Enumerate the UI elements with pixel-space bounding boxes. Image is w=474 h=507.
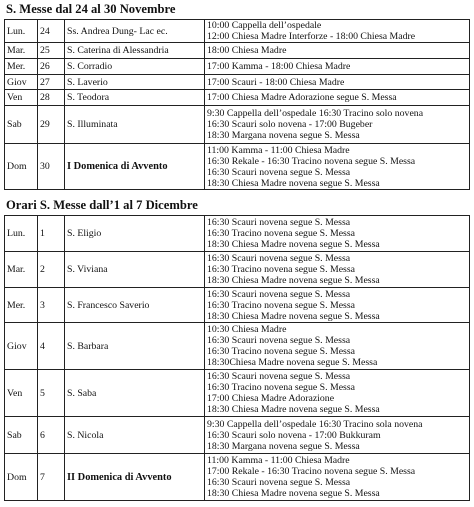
time-line: 18:30 Chiesa Madre novena segue S. Messa xyxy=(207,488,380,499)
time-line: 16:30 Rekale - 16:30 Tracino novena segue S. Messa xyxy=(207,155,416,167)
schedule-table-november xyxy=(4,19,470,190)
saint-cell: S. Nicola xyxy=(65,417,205,454)
time-line: 16:30 Scauri novena segue S. Messa xyxy=(207,217,351,228)
time-line: 11:00 Kamma - 11:00 Chiesa Madre xyxy=(207,144,350,156)
day-cell: Giov xyxy=(5,323,38,370)
time-line: 16:30 Tracino novena segue S. Messa xyxy=(207,264,356,275)
day-cell: Mar. xyxy=(5,252,38,288)
date-cell: 24 xyxy=(38,20,65,43)
time-line: 16:30 Scauri novena segue S. Messa xyxy=(207,371,351,382)
saint-cell: II Domenica di Avvento xyxy=(65,454,205,501)
time-line: 16:30 Scauri novena segue S. Messa xyxy=(207,477,351,488)
date-cell: 3 xyxy=(38,288,65,323)
times-cell xyxy=(205,90,470,106)
table-row xyxy=(5,288,470,323)
time-line: 18:00 Chiesa Madre xyxy=(207,45,287,56)
saint-cell: S. Saba xyxy=(65,370,205,417)
time-line: 16:30 Scauri novena segue S. Messa xyxy=(207,335,351,346)
time-line: 17:00 Chiesa Madre Adorazione xyxy=(207,393,335,404)
date-cell: 26 xyxy=(38,59,65,75)
table-row xyxy=(5,370,470,417)
day-cell: Dom xyxy=(5,144,38,190)
times-cell xyxy=(205,43,470,59)
times-cell xyxy=(205,106,470,144)
saint-cell: S. Caterina di Alessandria xyxy=(65,43,205,59)
table-row xyxy=(5,417,470,454)
date-cell: 28 xyxy=(38,90,65,106)
table-row xyxy=(5,59,470,75)
time-line: 18:30Chiesa Madre novena segue S. Messa xyxy=(207,357,378,368)
section-title-november: S. Messe dal 24 al 30 Novembre xyxy=(6,2,176,16)
table-row xyxy=(5,144,470,190)
section-title-december: Orari S. Messe dall’1 al 7 Dicembre xyxy=(6,198,198,212)
time-line: 18:30 Margana novena segue S. Messa xyxy=(207,440,360,452)
table-row xyxy=(5,454,470,501)
times-cell xyxy=(205,20,470,43)
saint-cell: S. Laverio xyxy=(65,75,205,90)
time-line: 9:30 Cappella dell’ospedale 16:30 Tracino sola novena xyxy=(207,418,423,430)
time-line: 18:30 Chiesa Madre novena segue S. Messa xyxy=(207,275,380,286)
saint-cell: S. Eligio xyxy=(65,216,205,252)
table-row xyxy=(5,20,470,43)
times-cell xyxy=(205,75,470,90)
date-cell: 30 xyxy=(38,144,65,190)
time-line: 11:00 Kamma - 11:00 Chiesa Madre xyxy=(207,455,350,466)
day-cell: Lun. xyxy=(5,216,38,252)
time-line: 17:00 Scauri - 18:00 Chiesa Madre xyxy=(207,76,345,88)
times-cell xyxy=(205,252,470,288)
date-cell: 4 xyxy=(38,323,65,370)
time-line: 18:30 Chiesa Madre novena segue S. Messa xyxy=(207,310,380,322)
times-cell xyxy=(205,288,470,323)
saint-cell: S. Corradio xyxy=(65,59,205,75)
saint-cell: S. Teodora xyxy=(65,90,205,106)
date-cell: 29 xyxy=(38,106,65,144)
time-line: 16:30 Tracino novena segue S. Messa xyxy=(207,299,356,311)
table-row xyxy=(5,323,470,370)
time-line: 17:00 Kamma - 18:00 Chiesa Madre xyxy=(207,61,351,72)
time-line: 16:30 Tracino novena segue S. Messa xyxy=(207,382,356,393)
day-cell: Dom xyxy=(5,454,38,501)
time-line: 18:30 Chiesa Madre novena segue S. Messa xyxy=(207,177,380,189)
times-cell xyxy=(205,323,470,370)
time-line: 10:00 Cappella dell’ospedale xyxy=(207,20,322,31)
schedule-table-december xyxy=(4,215,470,501)
day-cell: Lun. xyxy=(5,20,38,43)
day-cell: Mer. xyxy=(5,288,38,323)
day-cell: Mar. xyxy=(5,43,38,59)
table-row xyxy=(5,252,470,288)
time-line: 10:30 Chiesa Madre xyxy=(207,324,287,335)
table-row xyxy=(5,216,470,252)
table-row xyxy=(5,106,470,144)
date-cell: 2 xyxy=(38,252,65,288)
times-cell xyxy=(205,370,470,417)
time-line: 16:30 Scauri solo novena - 17:00 Bugeber xyxy=(207,119,373,130)
times-cell xyxy=(205,417,470,454)
time-line: 18:30 Margana novena segue S. Messa xyxy=(207,130,360,141)
saint-cell: S. Illuminata xyxy=(65,106,205,144)
time-line: 16:30 Scauri novena segue S. Messa xyxy=(207,288,351,300)
date-cell: 27 xyxy=(38,75,65,90)
times-cell xyxy=(205,454,470,501)
day-cell: Giov xyxy=(5,75,38,90)
date-cell: 7 xyxy=(38,454,65,501)
saint-cell: S. Viviana xyxy=(65,252,205,288)
time-line: 18:30 Chiesa Madre novena segue S. Messa xyxy=(207,404,380,415)
saint-cell: S. Francesco Saverio xyxy=(65,288,205,323)
time-line: 16:30 Scauri novena segue S. Messa xyxy=(207,253,351,264)
time-line: 16:30 Tracino novena segue S. Messa xyxy=(207,346,356,357)
time-line: 16:30 Tracino novena segue S. Messa xyxy=(207,228,356,239)
day-cell: Mer. xyxy=(5,59,38,75)
day-cell: Sab xyxy=(5,417,38,454)
table-row xyxy=(5,90,470,106)
saint-cell: S. Barbara xyxy=(65,323,205,370)
saint-cell: Ss. Andrea Dung- Lac ec. xyxy=(65,20,205,43)
time-line: 16:30 Scauri solo novena - 17:00 Bukkuram xyxy=(207,429,381,441)
day-cell: Ven xyxy=(5,90,38,106)
day-cell: Sab xyxy=(5,106,38,144)
time-line: 16:30 Scauri novena segue S. Messa xyxy=(207,166,351,178)
times-cell xyxy=(205,59,470,75)
time-line: 12:00 Chiesa Madre Interforze - 18:00 Chiesa Madre xyxy=(207,31,416,42)
date-cell: 6 xyxy=(38,417,65,454)
date-cell: 1 xyxy=(38,216,65,252)
table-row xyxy=(5,43,470,59)
times-cell xyxy=(205,144,470,190)
date-cell: 25 xyxy=(38,43,65,59)
time-line: 18:30 Chiesa Madre novena segue S. Messa xyxy=(207,239,380,250)
time-line: 17:00 Chiesa Madre Adorazione segue S. Messa xyxy=(207,92,397,103)
date-cell: 5 xyxy=(38,370,65,417)
table-row xyxy=(5,75,470,90)
time-line: 17:00 Rekale - 16:30 Tracino novena segue S. Messa xyxy=(207,466,416,477)
times-cell xyxy=(205,216,470,252)
saint-cell: I Domenica di Avvento xyxy=(65,144,205,190)
day-cell: Ven xyxy=(5,370,38,417)
time-line: 9:30 Cappella dell’ospedale 16:30 Tracino solo novena xyxy=(207,108,424,119)
schedule-page xyxy=(4,0,470,501)
